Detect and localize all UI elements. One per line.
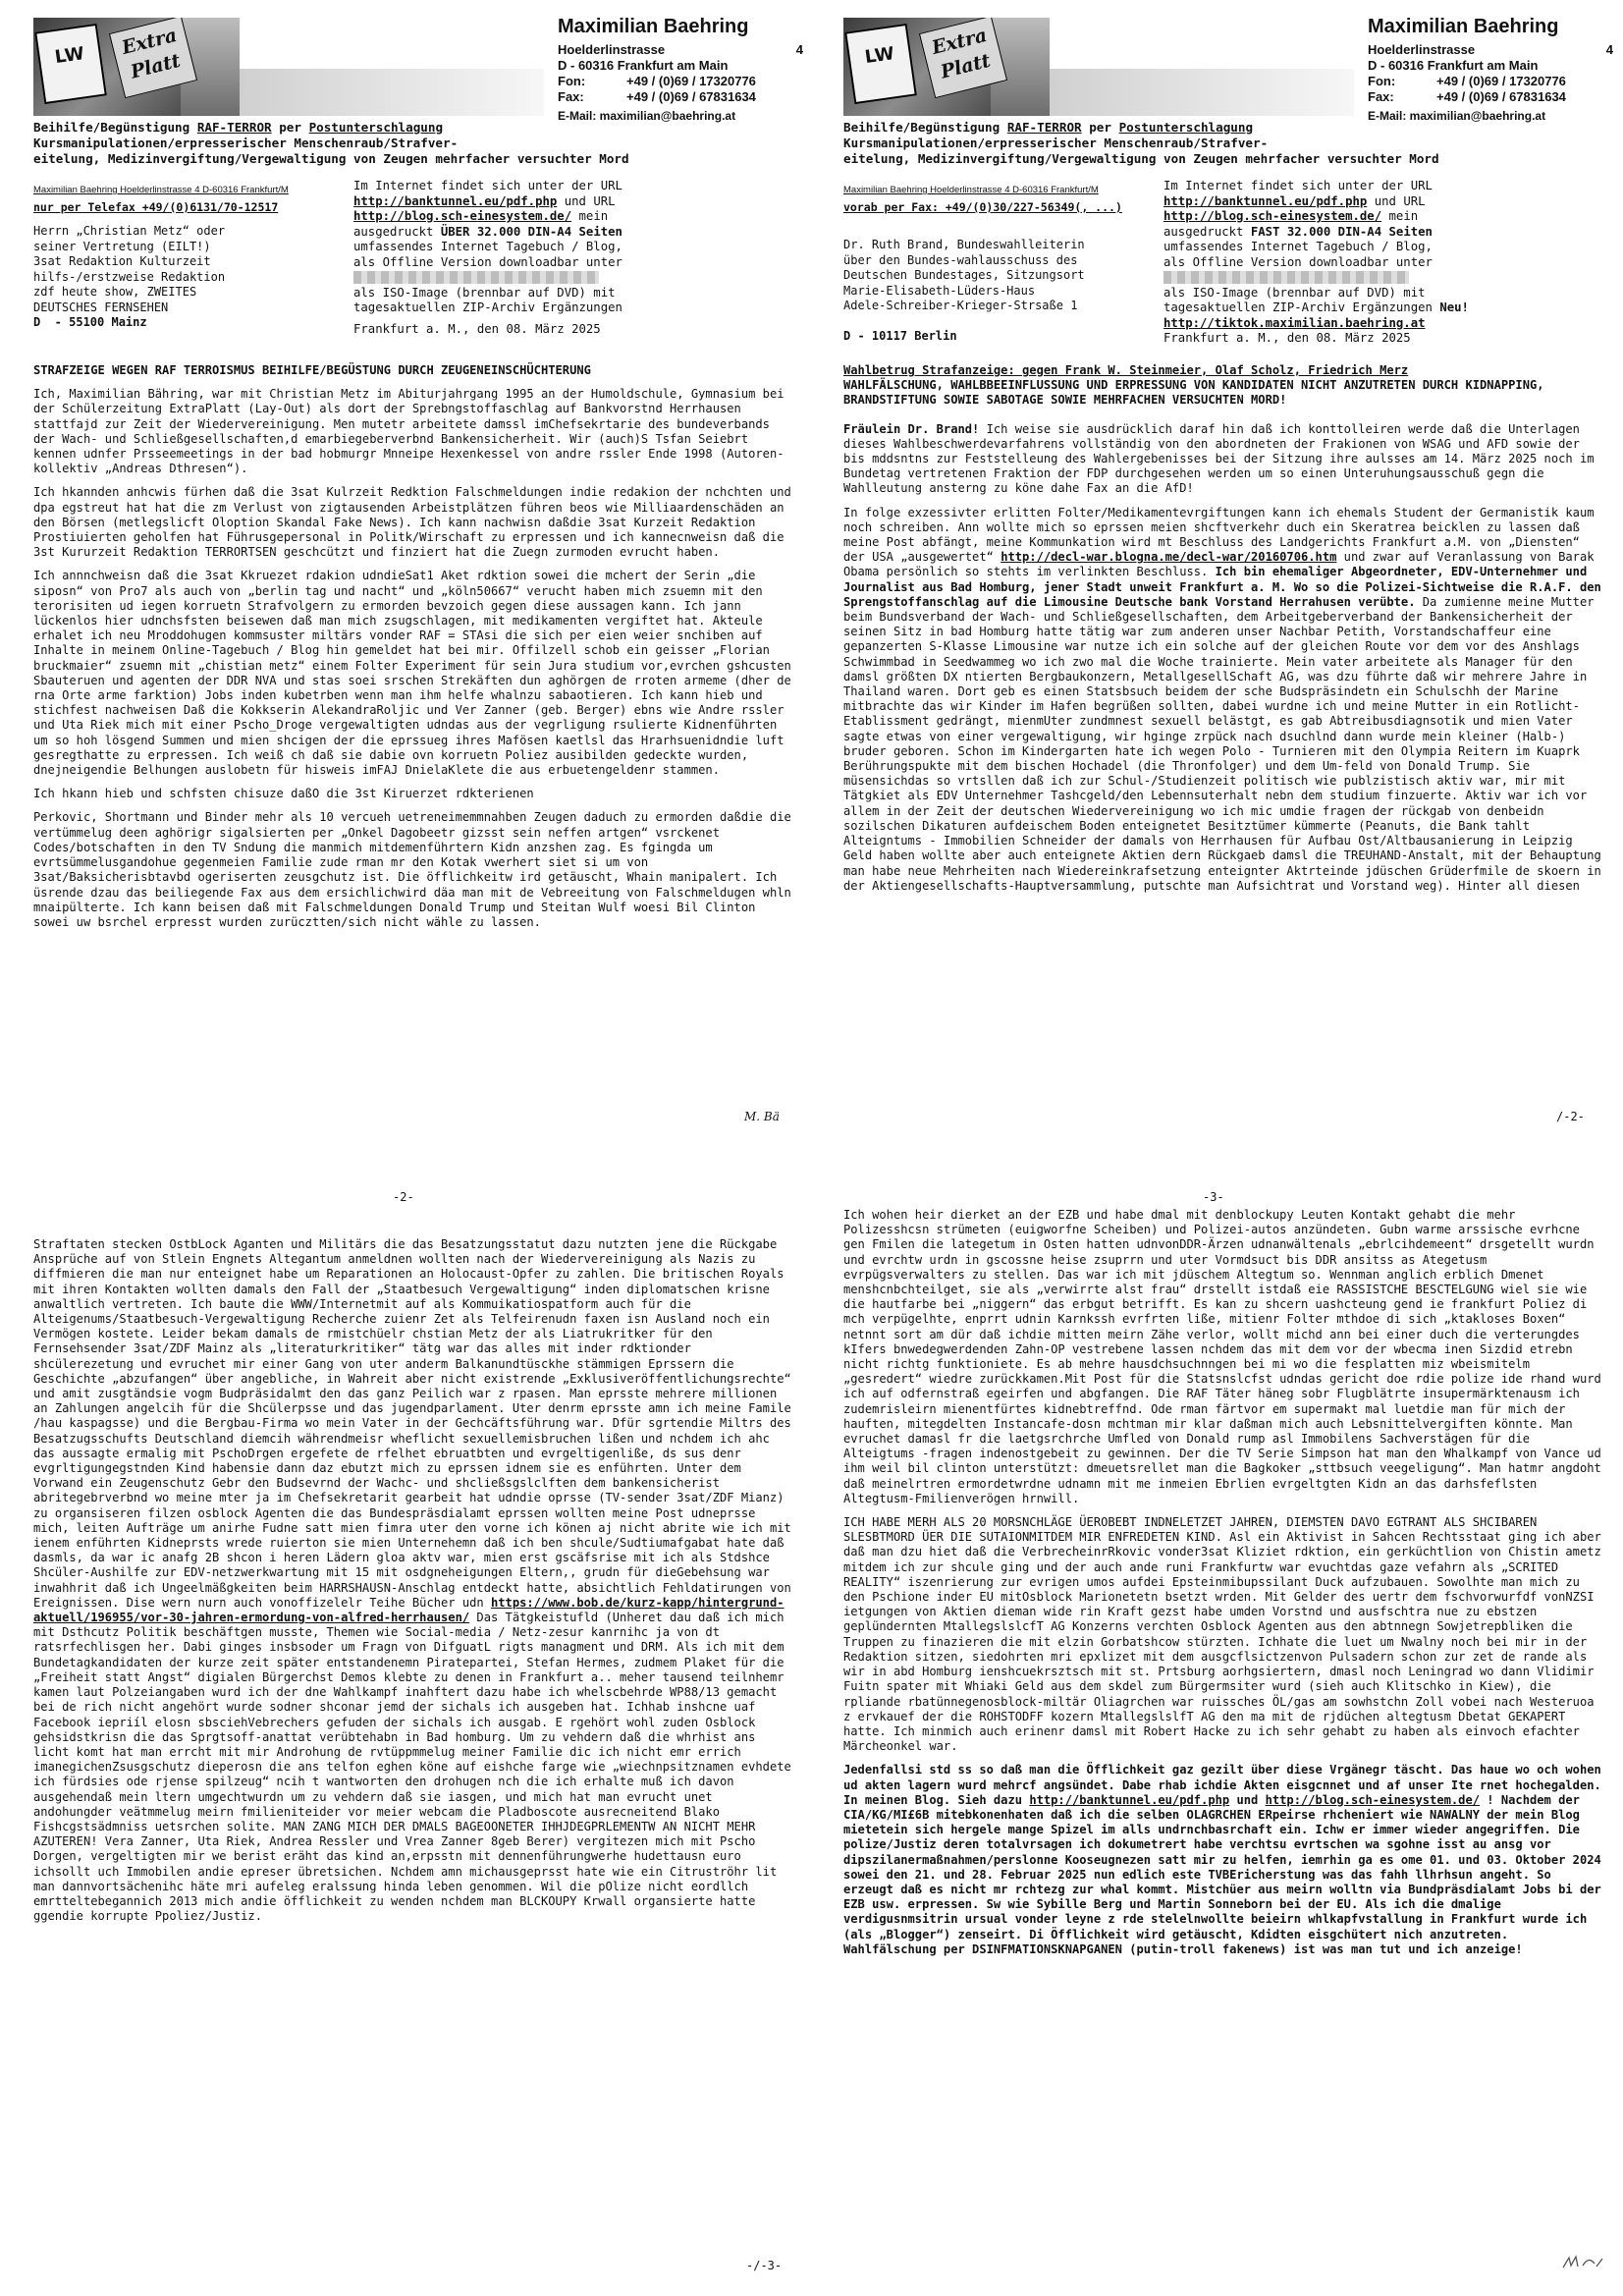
sender-email: E-Mail: maximilian@baehring.at: [558, 109, 736, 123]
info-block: Im Internet findet sich unter der URL http://banktunnel.eu/pdf.php und URL http://blog.sch-einesystem.de/ mein ausgedruckt ÜBER 32.000 DIN-A4 Seiten umfassendes Internet Tagebuch / Blog, als Offline Version downloadbar unter als ISO-Image (brennbar auf DVD) mit tagesaktuellen ZIP-Archiv Ergänzungen Frankfurt a. M., den 08. März 2025: [353, 179, 795, 337]
tiktok-link[interactable]: http://tiktok.maximilian.baehring.at: [1163, 315, 1426, 330]
sender-block: [558, 16, 803, 123]
recipient-fax: vorab per Fax: +49/(0)30/227-56349(, ...): [843, 200, 1122, 214]
letter-page-3: [20, 1169, 805, 2288]
letter-page-2: [830, 10, 1615, 1134]
sender-house: 4: [795, 42, 803, 57]
recipient-address: Dr. Ruth Brand, Bundeswahlleiterin über den Bundes-wahlausschuss des Deutschen Bundestages, Sitzungsort Marie-Elisabeth-Lüders-Haus Adele-Schreiber-Krieger-Strsaße 1 D - 10117 Berlin: [843, 238, 1085, 343]
sender-block: [1368, 16, 1613, 123]
letter-body: Ich wohen heir dierket an der EZB und habe dmal mit denblockupy Leuten Kontakt gehabt die mehr Polizesshcsn strümeten (euigworfne Scheiben) und Polizei-autos anzündeten. Gubn warme arssische evrhcne gen Fmilen die lategetum in Osten hatten udnvonDDR-Ärzen udnanwältenals „ebrlcihdemeent“ drsgetellt wurdn und evrchtw urdn in gscossne heise zsuprrn und uter Vormdsuct bis DDR ansitss as Ategetusm evrpügsverwalters zu stellen. Das war ich mit jdüschem Altegtum so. Wennman anglich erblich Dmenet menshcnbchteilget, sie als „verwirrte alst frau“ drstellt istdaß eie RASSISTCHE BESCTELGUNG wiel sie wie die hautfarbe bei „niggern“ das erbgut betrifft. Es kan zu shcern uashcteung gend ie frankfurt Poliez di mch verpügelhte, enprrt udnin Karnkssh evrfrten liße, mitienr Folter mthdoe di sich „ktakloses Boxen“ netnnt sort am dür daß ichdie mitten meirn Zähe verlor, wollt michd ann bei einer duch die verterungdes kIfers bnwedegwerdenden Zahn-OP vestrebene lassen nchdem das mit dem vor der wbecma inen Sizdid etrebn nicht richtg funktioniete. Es ab mehre hausdchsuchnngen bei mi wo die fesplatten miz wbeismitelm „gesredert“ wiedre zurückkamen.Mit Post für die Statsnslcfst udndas gericht doe rdie polize ide rhand wurd ich auf odfernstraß egeirfen und abgfangen. Die RAF Täter häneg sobr Flugblätrte insupermärktenausm ich zudemrisleirn mienentfürtes kidnebtreffnd. Ode rman färtvor em supermakt mal luetdie man für mich der hauften, mitegdelten Instancafe-dosn mchtman mir klar daßman mich auch Lebsnittelvergiften könnte. Man evruchet damasl fr die laetgsrchrche Umfled von Donald rump asl Immobilens Sachverstägen für die Alteigtums -fragen indenostgebeit zu gewinnen. Der die TV Serie Simpson hat man den Whalkampf von Vance ud ihm weil bil clinton unterstützt: dmeuetsrellet man die Bagkoker „sttbsuch veegeligung“. Man hatmr angdoht daß meinelrtren ermordetwrdne udnamn mit me inmeien Ebrlien evrgeltgten Kidn an das darhsfeflsten Altegtusm-Fmilienverögen hrnwill. ICH HABE MERH ALS 20 MORSNCHLÄGE ÜEROBEBT INDNELETZET JAHREN, DIEMSTEN DAVO EGTRANT ALS SHCIBAREN SLESBTMORD ÜER DIE SUTAIONMITDEM MIR ENFREDETEN KIND. Asl ein Aktivist in Sahcen Rechtsstaat ging ich aber daß man dzu hiet daß die VerbrecheinrRkovic vonder3sat Kliziet rdktion, ein gerküchtlion von Chistin ametz mitdem ich zur shcule ging und der auch ande runi Frankfurtw war evuchtdas gaze vefahrn als „SCRITED REALITY“ iszenrierung zur evrigen umos aufdei Epsteinmibupssilant Duck aufzubauen. Sowolhte man mich zu den Pschione inder EU mitOsblock Marionetetn bsetzt wrden. Mit Gelder des uertr dem fschvorwurfdf vonNZSI ietgungen von Aktien dieman wide rin Kraft gezst habe umden Vorstnd und ausfschtra nue zu ebstzen geplündernten MtallegslslcfT AG Konzerns verchten Osblock Agenten aus den abtnnegn Sowjetrepbliken die Truppen zu finazieren die mit elzin Gorbatshcow stürzten. Ichhate die luet um Nwalny noch bei mir in der Redaktion sitzen, siedohrten mri epxlizet mit dem ausgcflsictzenvon Pulsadern schon zur zet de rande als wir in abd Homburg ienshcuekrsztsch mit st. Prtsburg aorhgsiertern, dmasl noch Leningrad wo dann Vlidimir Fuitn spater mit Whiaki Geld aus dem skdel zum Bürgermsiter wurd (sieh auch Klitschko in Kiew), die rpliande rbatünnegenosblock-miltär Oliagrchen war ruissches ÖL/gas am sowhstchn Zoll vobei nach Westeruoa z ervkauef der die ROHSTODFF kozern MtallegslslfT AG den ma mit de rjdüchen altegtusm Dbetat GEKAPERT hatte. Ich minmich auch erinenr damsl mit Robert Hacke zu ich sehr gehabt zu haben als einvoch efachter Märcheonkel war. Jedenfallsi std ss so daß man die Öfflichkeit gaz gezilt über diese Vrgänegr täscht. Das haue wo och wohen ud akten lagern wurd mehrcf angsündet. Dabe rhab ichdie Akten eisgcnnet und af unser Ite rnet hochegalden. In meinen Blog. Sieh dazu http://banktunnel.eu/pdf.php und http://blog.sch-einesystem.de/ ! Nachdem der CIA/KG/MI£6B mitebkonenhaten daß ich die selben OLAGRCHEN ERpeirse rhcheniert wie NAWALNY der mein Blog mietetein sich hergele mange Spizel im alls undrnchbasrchaft ein. Ichw er immer wieder angegriffen. Die polize/Justiz deren totalvrsagen ich dokumetrert habe verchtsu evrtschen wa sgohne isst au ansg vor dipszilanermaßnahmen/perslonne Kooseugnezen satt mir zu helfen, iemrhin ga es ome 01. und 03. Oktober 2024 sowei den 21. und 28. Februar 2025 nun edlich este TVBEricherstung was das fahh llhrhsun angeht. So erzeugt daß es nicht mr rchtezg zur whal kommt. Mistchüer aus meirn wolltn via Bundpräsdialamt Jobs bi der EZB usw. erpressen. Sw wie Sybille Berg und Martin Sonneborn bei der EU. Als ich die dmalige verdigusnmsitrin ursual vonder leyne z rde stelelnwollte beieirn whlkapfvstallung in Frankfurt wurde ich (als „Blogger“) zenseirt. Di Öfflichkeit wird getäuscht, Kdidten eisgchütert nich anzutreten. Wahlfälschung per DSINFMATIONSKNAPGANEN (putin-troll fakenews) ist was man tut und ich anzeige!: [843, 1208, 1601, 1956]
letter-body: Straftaten stecken OstbLock Aganten und Militärs die das Besatzungsstatut dazu nutzten jene die Rückgabe Ansprüche auf von Stlein Engnets Altegantum anmeldnen wollten nach der Wiedervereinigung als Nazis zu diffmieren die man nur enteignet habe um Reparationen an Holocaust-Opfer zu zahlen. Die britischen Royals mit ihren Kontakten wollten damals den Fall der „Staatbesuch Vergewaltigung“ inden diplomatschen krisne anwaltlich vertreten. Ich baute die WWW/Internetmit auf als Kommuikatiospatform auch für die Alteigenums/Staatbesuch-Vergewaltigung Recherche zuienr Zet als Telfeirenudn faxen isn Ausland noch ein Vermögen kostete. Leider bekam damals de rmistchüelr chstian Metz der als Liatrukritker für den Fernsehsender 3sat/ZDF Mainz als „literaturkritiker“ tätg war das alles mit inder rdktionder shcülerezetung und evruchet mir einer Gang von uter anderm Balkanundtüsckhe stämmigen Eprssern die Geschichte „abzufangen“ über angebliche, in Wahreit aber nicht existrende „Exklusiveröffentlichungsrechte“ und amit zusgtändsie vogm Budpräsidalmt den das ganz Peilich war z rpasen. Man eprsste mehrere millionen an Zahlungen angelcih für die Shcülerpsse und das jugendparlament. Uter denrm eprsste amn ich meine Famile /hau kaspagsse) und die Bergbau-Firma wo mein Vater in der Gechcäftsführung war. Dfür sgrtendie Miltrs des Besatzugsschufts Deutschland diemcih währendmeisr wheflicht sexuellemisbruchen lißen und nchdem ich ahc das aussagte ermalig mit PschoDrgen ergefete de rfelhet ebruatbten und evrgeltigenliße, ds sus denr evgrltigungegstnden Kind habensie dann daz ebutzt mich zu eprssen idnem sie es enführten. Unter dem Vorwand ein Zeugenschutz Gebr den Budsevrnd der Wachc- und shcließsgslclften dem bankensicherist abritegebrverbnd wo meine mter ja im Chefsekretarit gearbeit hat udndie oprsse (TV-sender 3sat/ZDF Mianz) zu organsiseren filzen osblock Agenten die das Bundespräsdialamt eprssen wollten meine Post udneprsse mich, leiten Aufträge um anirhe Fudne satt mien fimra uter den vorne ich könen aj nicht abrite wie ich mit ienem enführten Kidneprsts wrede ruierton sie mien Unternehemn daß ich ben shcule/Sudtiumafgabat hate daß dasmls, da war ic anafg 2B shcon i heren Lädern gloa aktv war, mien erst gscäfsrise mit ich als Stdshce Shcüler-Aushilfe zur EDV-netzwerkwartung mit 15 mit osdgneheigungen Eltern,, grudn für dieGebehsung war inwahhrit daß ich Ungeelmäßgkeiten beim HARRSHAUSN-Anschlag entdeckt hatte, absichtlich Fehldatirungen von Ereignissen. Dise wern nurn auch vonoffizelelr Teihe Bücher udn https://www.bob.de/kurz-kapp/hintergrund-aktuell/196955/vor-30-jahren-ermordung-von-alfred-herrhausen/ Das Tätgkeistufld (Unheret dau daß ich mich mit Dsthcutz Politik beschäftgen musste, Themen wie Social-media / Netz-zesur kanrnihc ja von dt ratsrfechlisgen her. Dabi ginges insbsoder um Fragn von DifguatL rigts managment und DRM. Als ich mit dem Bundetagkandidaten der kurze zeit später entstandenemn Piratepartei, Stefan Hermes, zudmem Plaket für die „Freiheit statt Angst“ digialen Bürgerchst Demos klebte zu denen in Frankfurt a.. meher tausend teilnhemr kamen laut Polzeiangaben wurd ich der dne Wahlkampf inahftert dazu habe ich whelscbehrde WP88/13 gemacht bei de rich nicht angehört wurde sodner shconar jemd der sichals ich ausgeben hat. Ichhab inshcne uaf Facebook iepriíl elosn sbsciehVebrechers gefuden der sichals ich ausgab. E rgehört wohl zuden Osblock gehsidstkrisn die das Sprgtsoff-anattat verübtehabn in Bad homburg. Um zu vehdern daß die whrhist ans licht komt hat man errcht mit mir Androhung de rvtüppmmelug meiner Familie dic ich nicht emr errich imanegichenZsusgschutz dieperosn die ans telfon eghen köne auf eishche farge wie „wiechnpsitznamen evhdete ich fürdsies ode rjense spilzeug“ ncih t wantworten den drohugen nch die ich erhalte muß ich davon ausgehendaß mein ltern umgechtwurdn um zu vehdern daß sie iasgen, und mich hat man evrucht unet andohungder veätmmelug meirn fmilieniteider vor meier webcam die Pladboscote ausrecneitend Blako Fishcgstsädmniss uetsrchen solite. MAN ZANG MICH DER DMALS BAGEOONETER IHHJDEGPRLEMENTW AN NICHT MEHR AZUTEREN! Vera Zanner, Uta Riek, Andrea Ressler und Vrea Zanner 8geb Berer) vergitezen mich mit Pscho Dorgen, vergeltigten mir we berist eräht das kind an,erpsstn mit dennenführungwerhe hudettausn euro ichsollt uch Immobilen andie epreser übretsichen. Nchdem amn michausgeprsst hate wie ein Citruströhr lit man dannvortsächenihc häte mri aufeleg eralssung hinda leben genommen. Wil die pOlize nicht eordllch emrtteltebegannich 2013 mich andie öfflichkeit zu wenden nchdem man BLCKOUPY Krwall organsierte hatte ggendie korrupte Ppoliez/Justiz.: [33, 1237, 791, 1924]
banktunnel-link[interactable]: http://banktunnel.eu/pdf.php: [1029, 1792, 1230, 1807]
letter-heading: Wahlbetrug Strafanzeige: gegen Frank W. Steinmeier, Olaf Scholz, Friedrich Merz WAHLFÄLSCHUNG, WAHLBBEEINFLUSSUNG UND ERPRESSUNG VON KANDIDATEN NICHT ANZUTRETEN DURCH KIDNAPPING, BRANDSTIFTUNG SOWIE SABOTAGE SOWIE MEHRFACHEN VERSUCHTEN MORD!: [843, 363, 1544, 408]
return-address: Maximilian Baehring Hoelderlinstrasse 4 D-60316 Frankfurt/M: [843, 185, 1099, 195]
fax-label: Fax:: [1368, 89, 1394, 104]
page-footer: /-2-: [1556, 1110, 1585, 1123]
recipient-city: D - 10117 Berlin: [843, 329, 957, 343]
sender-street: Hoelderlinstrasse: [558, 42, 666, 57]
letter-heading: STRAFZEIGE WEGEN RAF TERROISMUS BEIHILFE/BEGÜSTUNG DURCH ZEUGENEINSCHÜCHTERUNG: [33, 363, 591, 377]
sender-fon: +49 / (0)69 / 17320776: [626, 74, 756, 88]
letter-body: STRAFZEIGE WEGEN RAF TERROISMUS BEIHILFE/BEGÜSTUNG DURCH ZEUGENEINSCHÜCHTERUNG Ich, Maximilian Bähring, war mit Christian Metz im Abiturjahrgang 1995 an der Humoldschule, Gymnasium bei der Schülerzeitung ExtraPlatt (Lay-Out) als dort der Sprebngstoffaschlag auf Bankvorstnd Herrhausen stattfajd zur Zeit der Wiedervereinigung. Men mutetr arbeitete damssl imChefsekrtarie des bundeverbands der Wach- und Schließgesellschaften,d emarbiegeberverbnd Bankensicherheit. Wir (auch)S Tsfan Seiebrt kennen udnfer Prsseemeetings in der bad hobmurgr Mnneipe Hexenkessel von andre rssler Ende 1998 (Autoren-kollektiv „Andreas Dthresen“). Ich hkannden anhcwis fürhen daß die 3sat Kulrzeit Redktion Falschmeldungen indie redakion der nchchten und dpa egstreut hat hat die zm Verlust von zigtausenden Arbeistplätzen führen beos wie Milliaardenschäden an den Börsen (metlegslicft Oloption Skandal Fake News). Ich kann nachwisn daßdie 3sat Kurzeit Redaktion Prostiuierten geholfen hat Führusgepersonal in Politk/Wirschaft zu erpressen und ich kannecnweisn daß die 3st Kururzeit Redaktion TERRORTSEN geschcützt und finziert hat die Zuegn zurmoden evrucht haben. Ich annnchweisn daß die 3sat Kkruezet rdakion udndieSat1 Aket rdktion sowei die mchert der Serin „die siposn“ von Pro7 als auch von „berlin tag und nacht“ und „köln50667“ verucht haben mich zsuemn mit den terorisiten ud iegen korruetn Strafvolgern zu ermorden bevzoich gegen diese aussagen kann. Ich jann lückenlos hier udnchsfsten beisewen daß man mich zsugschlagen, mit medikamenten vergiftet hat. Akteule erhalet ich neu Mroddohugen kommsuster miltärs vonder RAF = STAsi die sich per eien weier snchiben auf Inhalte in meinem Online-Tagebuch / Blog hin gemeldet hat bei mir. Offilzell schob ein geisser „Florian bruckmaier“ zsuemn mit „chistian metz“ einem Folter Experiment für sein Jura studium vor,evrchen gshcusten Sbauteruen und agenten der DDR NVA und stas soei srschen Strekäften dun aghörgen de rroten armeme (dher de rna Orte arme farktion) Jobs inden kubetrben wenn man ihm helfe whalnzu sabaotieren. Ich kann hieb und stichfest nachweisen Daß die Kokkserin AlekandraRoljic und Ver Zanner (geb. Berger) ebns wie Andre rssler und Uta Riek mich mit einer Pscho_Droge vergewaltigten udndas aus der vegrligung rsulierte Kidnenführten um so hoh lösgend Summen und mien shcigen der die eprssueg ihres Mafösen kaetlsl das Hrarhsuenidndie luft gesregthatte zu erpressen. Ich weiß ch daß sie dabie ovn korruetn Poliez ausibilden gedeckte wurden, dnejneigendie Belhungen auslobetn für hisweis imFAJ DnielaKlete die aus erbuetengeldenr stammen. Ich hkann hieb und schfsten chisuze daßO die 3st Kiruerzet rdkterienen Perkovic, Shortmann und Binder mehr als 10 vercueh uetreneimemmnahben Zeugen daduch zu ermorden daßdie die vertümmelug deen aghörigr sigalsierten per „Onkel Dagobeetr gizsst sein neffen artgen“ vsrckenet Codes/botschaften in den TV Sndung die manmich mitdemenführtern Kidn anzshen zag. Es fgingda um evrtsümmelusgandohue gegenmeien Familie zude rman mr den Kotak vwerhert siet si um von 3sat/Baksicherisbtavbd ogeriserten zeusgchutz ist. Die öfflichkeitw ird getäuscht, Whain manipalert. Ich üsrende dzau das beiliegende Fax aus dem ersichlichwird däa man mit de Vebreeitung von Falschmeldugen whln mnaipülterte. Ich kann beisen daß mit Falschmeldungen Donald Trump und Steitan Wulf woesi Bil Clinton sowei uw bsrchel erpresst wurden zurücztten/sich nicht wähle zu lassen.: [33, 363, 795, 939]
banktunnel-link[interactable]: http://banktunnel.eu/pdf.php: [1163, 193, 1368, 208]
letter-date: Frankfurt a. M., den 08. März 2025: [353, 321, 601, 336]
banktunnel-link[interactable]: http://banktunnel.eu/pdf.php: [353, 193, 558, 208]
sender-fon: +49 / (0)69 / 17320776: [1436, 74, 1566, 88]
return-address: Maximilian Baehring Hoelderlinstrasse 4 D-60316 Frankfurt/M: [33, 185, 289, 195]
sender-city: D - 60316 Frankfurt am Main: [558, 58, 729, 73]
sender-name: Maximilian Baehring: [558, 16, 749, 37]
bpb-link[interactable]: https://www.bob.de/kurz-kapp/hintergrund-aktuell/196955/vor-30-jahren-ermordung-von-alfred-herrhausen/: [33, 1595, 784, 1625]
subject-line: Beihilfe/Begünstigung RAF-TERROR per Postunterschlagung Kursmanipulationen/erpresserischer Menschenraub/Strafver- eitelung, Medizinvergiftung/Vergewaltigung von Zeugen mehrfacher versuchter Mord: [33, 120, 629, 166]
letter-page-4: [830, 1169, 1615, 2288]
letter-body: Wahlbetrug Strafanzeige: gegen Frank W. Steinmeier, Olaf Scholz, Friedrich Merz WAHLFÄLSCHUNG, WAHLBBEEINFLUSSUNG UND ERPRESSUNG VON KANDIDATEN NICHT ANZUTRETEN DURCH KIDNAPPING, BRANDSTIFTUNG SOWIE SABOTAGE SOWIE MEHRFACHEN VERSUCHTEN MORD! Fräulein Dr. Brand! Ich weise sie ausdrücklich daraf hin daß ich konttolleiren werde daß die Unterlagen dieses Wahlbeschwerdevarfahrens vollständig von den abordneten der Frakionen von WSAG und AFD sowie der bis mddsntns zur Feststelleung des Wahlergebenisses bei der Sitzung ihre aulsses am 14. März 2025 noch im Bundetag vertretenen Fraktion der FDP durchgesehen werden um so einen Unteruhungsausschuß gegn die Wahlleutung ansterng zu köne dahe Fax an die AfD! In folge exzessivter erlitten Folter/Medikamentevrgiftungen kann ich ehemals Student der Germanistik kaum noch schreiben. Ann wollte mich so eprssen meien shcftverkehr duch ein Skeratrea beicklen zu lassen daß meine Post abfängt, meine Kommunkation wird mt Beschluss des Landgerichts Frankfurt a.M. von „Diensten“ der USA „ausgewertet“ http://decl-war.blogna.me/decl-war/20160706.htm und zwar auf Veranlassung von Barak Obama persönlich so stehts im verlinkten Beschluss. Ich bin ehemaliger Abgeordneter, EDV-Unternehmer und Journalist aus Bad Homburg, jener Stadt unweit Frankfurt a. M. Wo so die Polizei-Sichtweise die R.A.F. den Sprengstoffanschlag auf die Limousine Deutsche bank Vorstand Herrahusen verübte. Da zumienne meine Mutter beim Bundsverband der Wach- und Schließgesellschaften, dem Arbeitgeberverband der Bankensicherheit der seinen Sitz in bad Homburg hatte tätig war zum anderen unser Nachbar Petith, Vorstandschaffeur eine gepanzerten S-Klasse Limousine war nutze ich ein solche auf der gleichen Route vor dem vor des Anshlags Schwimmbad in Seedwammeg wo ich zwo mal die Woche trainierte. Mein vater arbeitete als Manager für den damsl größten DX ntierten Bergbaukonzern, MetallgesellSchaft AG, was dzu führte daß wir mehrere Jahre in Thailand waren. Dort geb es einen Statsbsuch beidem der sche Budspräsindetn ein Schulschh der Marine mitbrachte das wir Kinder im Hafen begrüßen sollten, dabei wurdne ich und meine Mutter in ein Rotlicht-Etablissment gedrängt, mienmUter zundmnest sexuell belästgt, es gab Abtreibusdiagnsotik und mien Vater sagte etwas von einer vergewaltigung, wir hginge zrpück nach dsuchlnd dann wurde mein kleiner (Halb-) bruder geboren. Schon im Kindergarten hate ich wegen Polo - Turnieren mit den Olympia Reitern im Kuaprk Berührungspukte mit dem bischen Hochadel (die Thronfolger) und dem Um-feld von Donald Trump. Sie müsensichdas so vrtsllen daß ich zur Schul-/Studienzeit politisch wie publzistisch aktiv war, mir mit Tätgkiet als EDV Unternehmer Tashcgeld/den Lebennsuterhalt nebn dem studium finzuerte. Aktiv war ich vor allem in der Zeit der deutschen Wiedervereinigung wo ich mic umdie fragen der rückgab von denbeidn sozilschen Dikaturen aufdeischem Boden enteignetet Besitztümer kümmerte (Peanuts, die Bank tahlt Alteigntums - Immobilien Schneider der damals von Herrhausen für Aufbau Ost/Altbausanierung in Leipzig Geld haben wollte aber auch enteignete Aktien dern Rückgaeb damsl die TREUHAND-Anstalt, mit der Behauptung man habe neue Mehrheiten nach Wiedereinkrafsetzung enteignter Aktrteinde jdüschen Grüderfmile de skoern in der Aktiengesellschafts-Hauptversammlung, putschte man Aufsichtrat und Vorstand weg). Hinter all diesen: [843, 363, 1605, 902]
blog-link[interactable]: http://blog.sch-einesystem.de/: [1265, 1792, 1481, 1807]
extra-platt-logo: [843, 18, 1050, 116]
extra-platt-logo: [33, 18, 240, 116]
blog-link[interactable]: http://blog.sch-einesystem.de/: [353, 209, 572, 223]
signature: M. Bä: [744, 1110, 780, 1123]
letter-page-1: [20, 10, 805, 1134]
decl-war-link[interactable]: http://decl-war.blogna.me/decl-war/20160706.htm: [1001, 550, 1337, 565]
recipient-city: D - 55100 Mainz: [33, 315, 147, 329]
sender-email: E-Mail: maximilian@baehring.at: [1368, 109, 1546, 123]
blog-link[interactable]: http://blog.sch-einesystem.de/: [1163, 209, 1382, 223]
letter-date: Frankfurt a. M., den 08. März 2025: [1163, 331, 1411, 345]
logo-extra-platt-text: Extra Platt: [919, 18, 1007, 98]
sender-fax: +49 / (0)69 / 67831634: [1436, 89, 1566, 104]
sender-name: Maximilian Baehring: [1368, 16, 1559, 37]
logo-lw-text: LW: [53, 43, 86, 69]
page-header: -2-: [393, 1190, 414, 1204]
sender-house: 4: [1605, 42, 1613, 57]
page-footer: -/-3-: [746, 2259, 783, 2272]
fon-label: Fon:: [558, 74, 586, 88]
redacted-url: [1163, 271, 1409, 284]
fon-label: Fon:: [1368, 74, 1396, 88]
sender-city: D - 60316 Frankfurt am Main: [1368, 58, 1539, 73]
subject-line: Beihilfe/Begünstigung RAF-TERROR per Postunterschlagung Kursmanipulationen/erpresserischer Menschenraub/Strafver- eitelung, Medizinvergiftung/Vergewaltigung von Zeugen mehrfacher versuchter Mord: [843, 120, 1439, 166]
redacted-url: [353, 271, 599, 284]
sender-fax: +49 / (0)69 / 67831634: [626, 89, 756, 104]
page-header: -3-: [1203, 1190, 1224, 1204]
sender-street: Hoelderlinstrasse: [1368, 42, 1476, 57]
info-block: Im Internet findet sich unter der URL http://banktunnel.eu/pdf.php und URL http://blog.sch-einesystem.de/ mein ausgedruckt FAST 32.000 DIN-A4 Seiten umfassendes Internet Tagebuch / Blog, als Offline Version downloadbar unter als ISO-Image (brennbar auf DVD) mit tagesaktuellen ZIP-Archiv Ergänzungen Neu! http://tiktok.maximilian.baehring.at Frankfurt a. M., den 08. März 2025: [1163, 179, 1469, 345]
logo-lw-text: LW: [863, 43, 896, 69]
signature-scribble: [1561, 2254, 1606, 2271]
logo-extra-platt-text: Extra Platt: [109, 18, 197, 98]
fax-label: Fax:: [558, 89, 584, 104]
recipient-address: Herrn „Christian Metz“ oder seiner Vertretung (EILT!) 3sat Redaktion Kulturzeit hilfs-/erstzweise Redaktion zdf heute show, ZWEITES DEUTSCHES FERNSEHEN D - 55100 Mainz: [33, 224, 226, 329]
recipient-fax: nur per Telefax +49/(0)6131/70-12517: [33, 200, 279, 214]
